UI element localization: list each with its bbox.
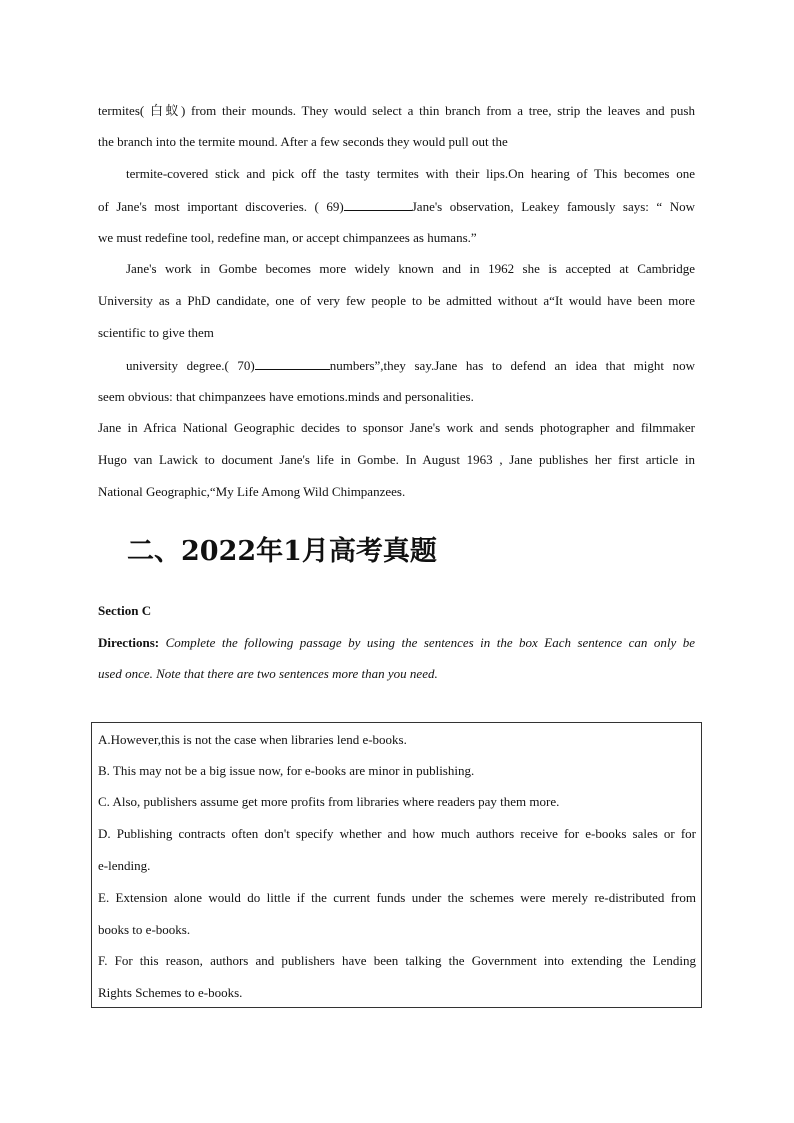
passage-line: scientific to give them	[98, 325, 214, 340]
passage-line: National Geographic,“My Life Among Wild Chimpanzees.	[98, 484, 406, 499]
passage-text: numbers”,they say.Jane has to defend an idea that might now	[329, 358, 695, 373]
option-b: B. This may not be a big issue now, for e-books are minor in publishing.	[98, 763, 475, 778]
passage-line: we must redefine tool, redefine man, or accept chimpanzees as humans.”	[98, 230, 477, 245]
option-d: D. Publishing contracts often don't specify whether and how much authors receive for e-books sales or for	[98, 826, 696, 841]
passage-line	[98, 198, 695, 215]
directions-line: used once. Note that there are two sentences more than you need.	[98, 666, 438, 681]
answer-blank-69[interactable]	[344, 198, 412, 211]
passage-text: Jane's observation, Leakey famously says: “ Now	[411, 199, 695, 214]
passage-line: the branch into the termite mound. After a few seconds they would pull out the	[98, 134, 508, 149]
directions-line	[98, 635, 695, 651]
option-a: A.However,this is not the case when libraries lend e-books.	[98, 732, 407, 747]
option-d-cont: e-lending.	[98, 858, 151, 873]
passage-text: of Jane's most important discoveries. ( 69)	[98, 199, 344, 214]
section-label: Section C	[98, 603, 152, 618]
passage-line: Jane's work in Gombe becomes more widely known and in 1962 she is accepted at Cambridge	[126, 261, 695, 276]
passage-line: Jane in Africa National Geographic decides to sponsor Jane's work and sends photographer and filmmaker	[98, 420, 695, 435]
directions-text: Complete the following passage by using the sentences in the box Each sentence can only be	[165, 635, 695, 650]
passage-line	[126, 357, 695, 374]
passage-line: seem obvious: that chimpanzees have emotions.minds and personalities.	[98, 389, 474, 404]
option-e: E. Extension alone would do little if the current funds under the schemes were merely re-distributed from	[98, 890, 696, 905]
passage-line: Hugo van Lawick to document Jane's life in Gombe. In August 1963 , Jane publishes her first article in	[98, 452, 695, 467]
passage-line: University as a PhD candidate, one of very few people to be admitted without a“It would have been more	[98, 293, 695, 308]
passage-line: termites( 白蚁) from their mounds. They would select a thin branch from a tree, strip the leaves and push	[98, 103, 695, 118]
passage-text: university degree.( 70)	[126, 358, 255, 373]
answer-blank-70[interactable]	[255, 357, 330, 370]
option-f-cont: Rights Schemes to e-books.	[98, 985, 243, 1000]
option-c: C. Also, publishers assume get more profits from libraries where readers pay them more.	[98, 794, 560, 809]
directions-label: Directions:	[98, 635, 160, 650]
option-e-cont: books to e-books.	[98, 922, 191, 937]
passage-line: termite-covered stick and pick off the tasty termites with their lips.On hearing of This becomes one	[126, 166, 695, 181]
option-f: F. For this reason, authors and publishers have been talking the Government into extending the Lending	[98, 953, 696, 968]
section-heading: 二、2022年1月高考真题	[127, 536, 437, 567]
